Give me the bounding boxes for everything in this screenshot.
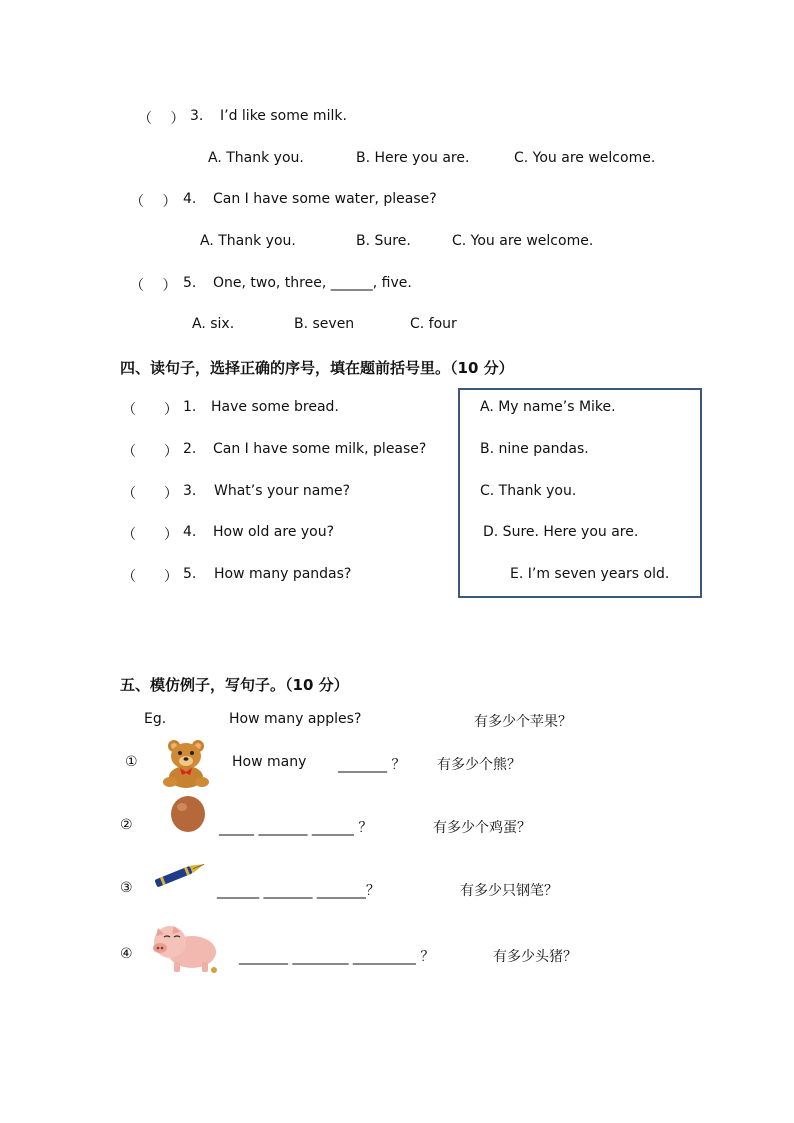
item-number: ③ xyxy=(120,880,133,896)
answer-bracket[interactable]: （ ） xyxy=(122,569,178,585)
option-b: B. Here you are. xyxy=(356,150,470,166)
item-number: ② xyxy=(120,817,133,833)
option-b: B. Sure. xyxy=(356,233,411,249)
item-prefix: How many xyxy=(232,754,307,770)
answer-bracket[interactable]: （ ） xyxy=(122,402,178,418)
item-chinese: 有多少只钢笔？ xyxy=(460,883,558,899)
question-number: 5. xyxy=(183,275,197,291)
example-chinese: 有多少个苹果？ xyxy=(474,714,572,730)
question-number: 5. xyxy=(183,566,197,582)
answer-bracket[interactable]: （ ） xyxy=(122,486,178,502)
answer-option: C. Thank you. xyxy=(480,483,577,499)
question-text: Have some bread. xyxy=(211,399,339,415)
example-label: Eg. xyxy=(144,711,167,727)
question-number: 1. xyxy=(183,399,197,415)
answer-option: D. Sure. Here you are. xyxy=(483,524,639,540)
question-number: 4. xyxy=(183,191,197,207)
question-number: 4. xyxy=(183,524,197,540)
answer-option: A. My name’s Mike. xyxy=(480,399,616,415)
question-text: Can I have some water, please? xyxy=(213,191,437,207)
answer-bracket[interactable]: （ ） xyxy=(122,444,178,460)
option-a: A. Thank you. xyxy=(208,150,304,166)
answer-bracket[interactable]: （ ） xyxy=(130,194,177,210)
item-chinese: 有多少个熊？ xyxy=(437,757,521,773)
item-number: ① xyxy=(125,754,138,770)
question-text: One, two, three, ______, five. xyxy=(213,275,412,291)
option-c: C. four xyxy=(410,316,457,332)
question-text: What’s your name? xyxy=(214,483,351,499)
question-text: I’d like some milk. xyxy=(220,108,347,124)
pen-icon xyxy=(150,856,210,892)
option-b: B. seven xyxy=(294,316,355,332)
question-number: 2. xyxy=(183,441,197,457)
question-text: How old are you? xyxy=(213,524,335,540)
pig-icon xyxy=(148,920,222,976)
option-c: C. You are welcome. xyxy=(514,150,656,166)
question-number: 3. xyxy=(190,108,204,124)
answer-blanks[interactable]: _______ ________ _________ ？ xyxy=(239,949,435,965)
answer-blanks[interactable]: _______ ？ xyxy=(338,757,406,773)
answer-option: E. I’m seven years old. xyxy=(510,566,670,582)
egg-icon xyxy=(168,795,208,833)
teddy-bear-icon xyxy=(160,738,214,788)
answer-blanks[interactable]: ______ _______ _______？ xyxy=(217,883,380,899)
item-chinese: 有多少头猪？ xyxy=(493,949,577,965)
question-text: Can I have some milk, please? xyxy=(213,441,427,457)
example-english: How many apples? xyxy=(229,711,362,727)
option-a: A. six. xyxy=(192,316,235,332)
item-chinese: 有多少个鸡蛋？ xyxy=(433,820,531,836)
answer-bracket[interactable]: （ ） xyxy=(138,111,185,127)
option-c: C. You are welcome. xyxy=(452,233,594,249)
answer-bracket[interactable]: （ ） xyxy=(122,527,178,543)
question-number: 3. xyxy=(183,483,197,499)
answer-option: B. nine pandas. xyxy=(480,441,589,457)
section-4-heading: 四、读句子，选择正确的序号，填在题前括号里。（10 分） xyxy=(120,359,514,377)
option-a: A. Thank you. xyxy=(200,233,296,249)
item-number: ④ xyxy=(120,946,133,962)
question-text: How many pandas? xyxy=(214,566,352,582)
section-5-heading: 五、模仿例子，写句子。（10 分） xyxy=(120,676,349,694)
answer-bracket[interactable]: （ ） xyxy=(130,278,177,294)
answer-blanks[interactable]: _____ _______ ______ ？ xyxy=(219,820,373,836)
